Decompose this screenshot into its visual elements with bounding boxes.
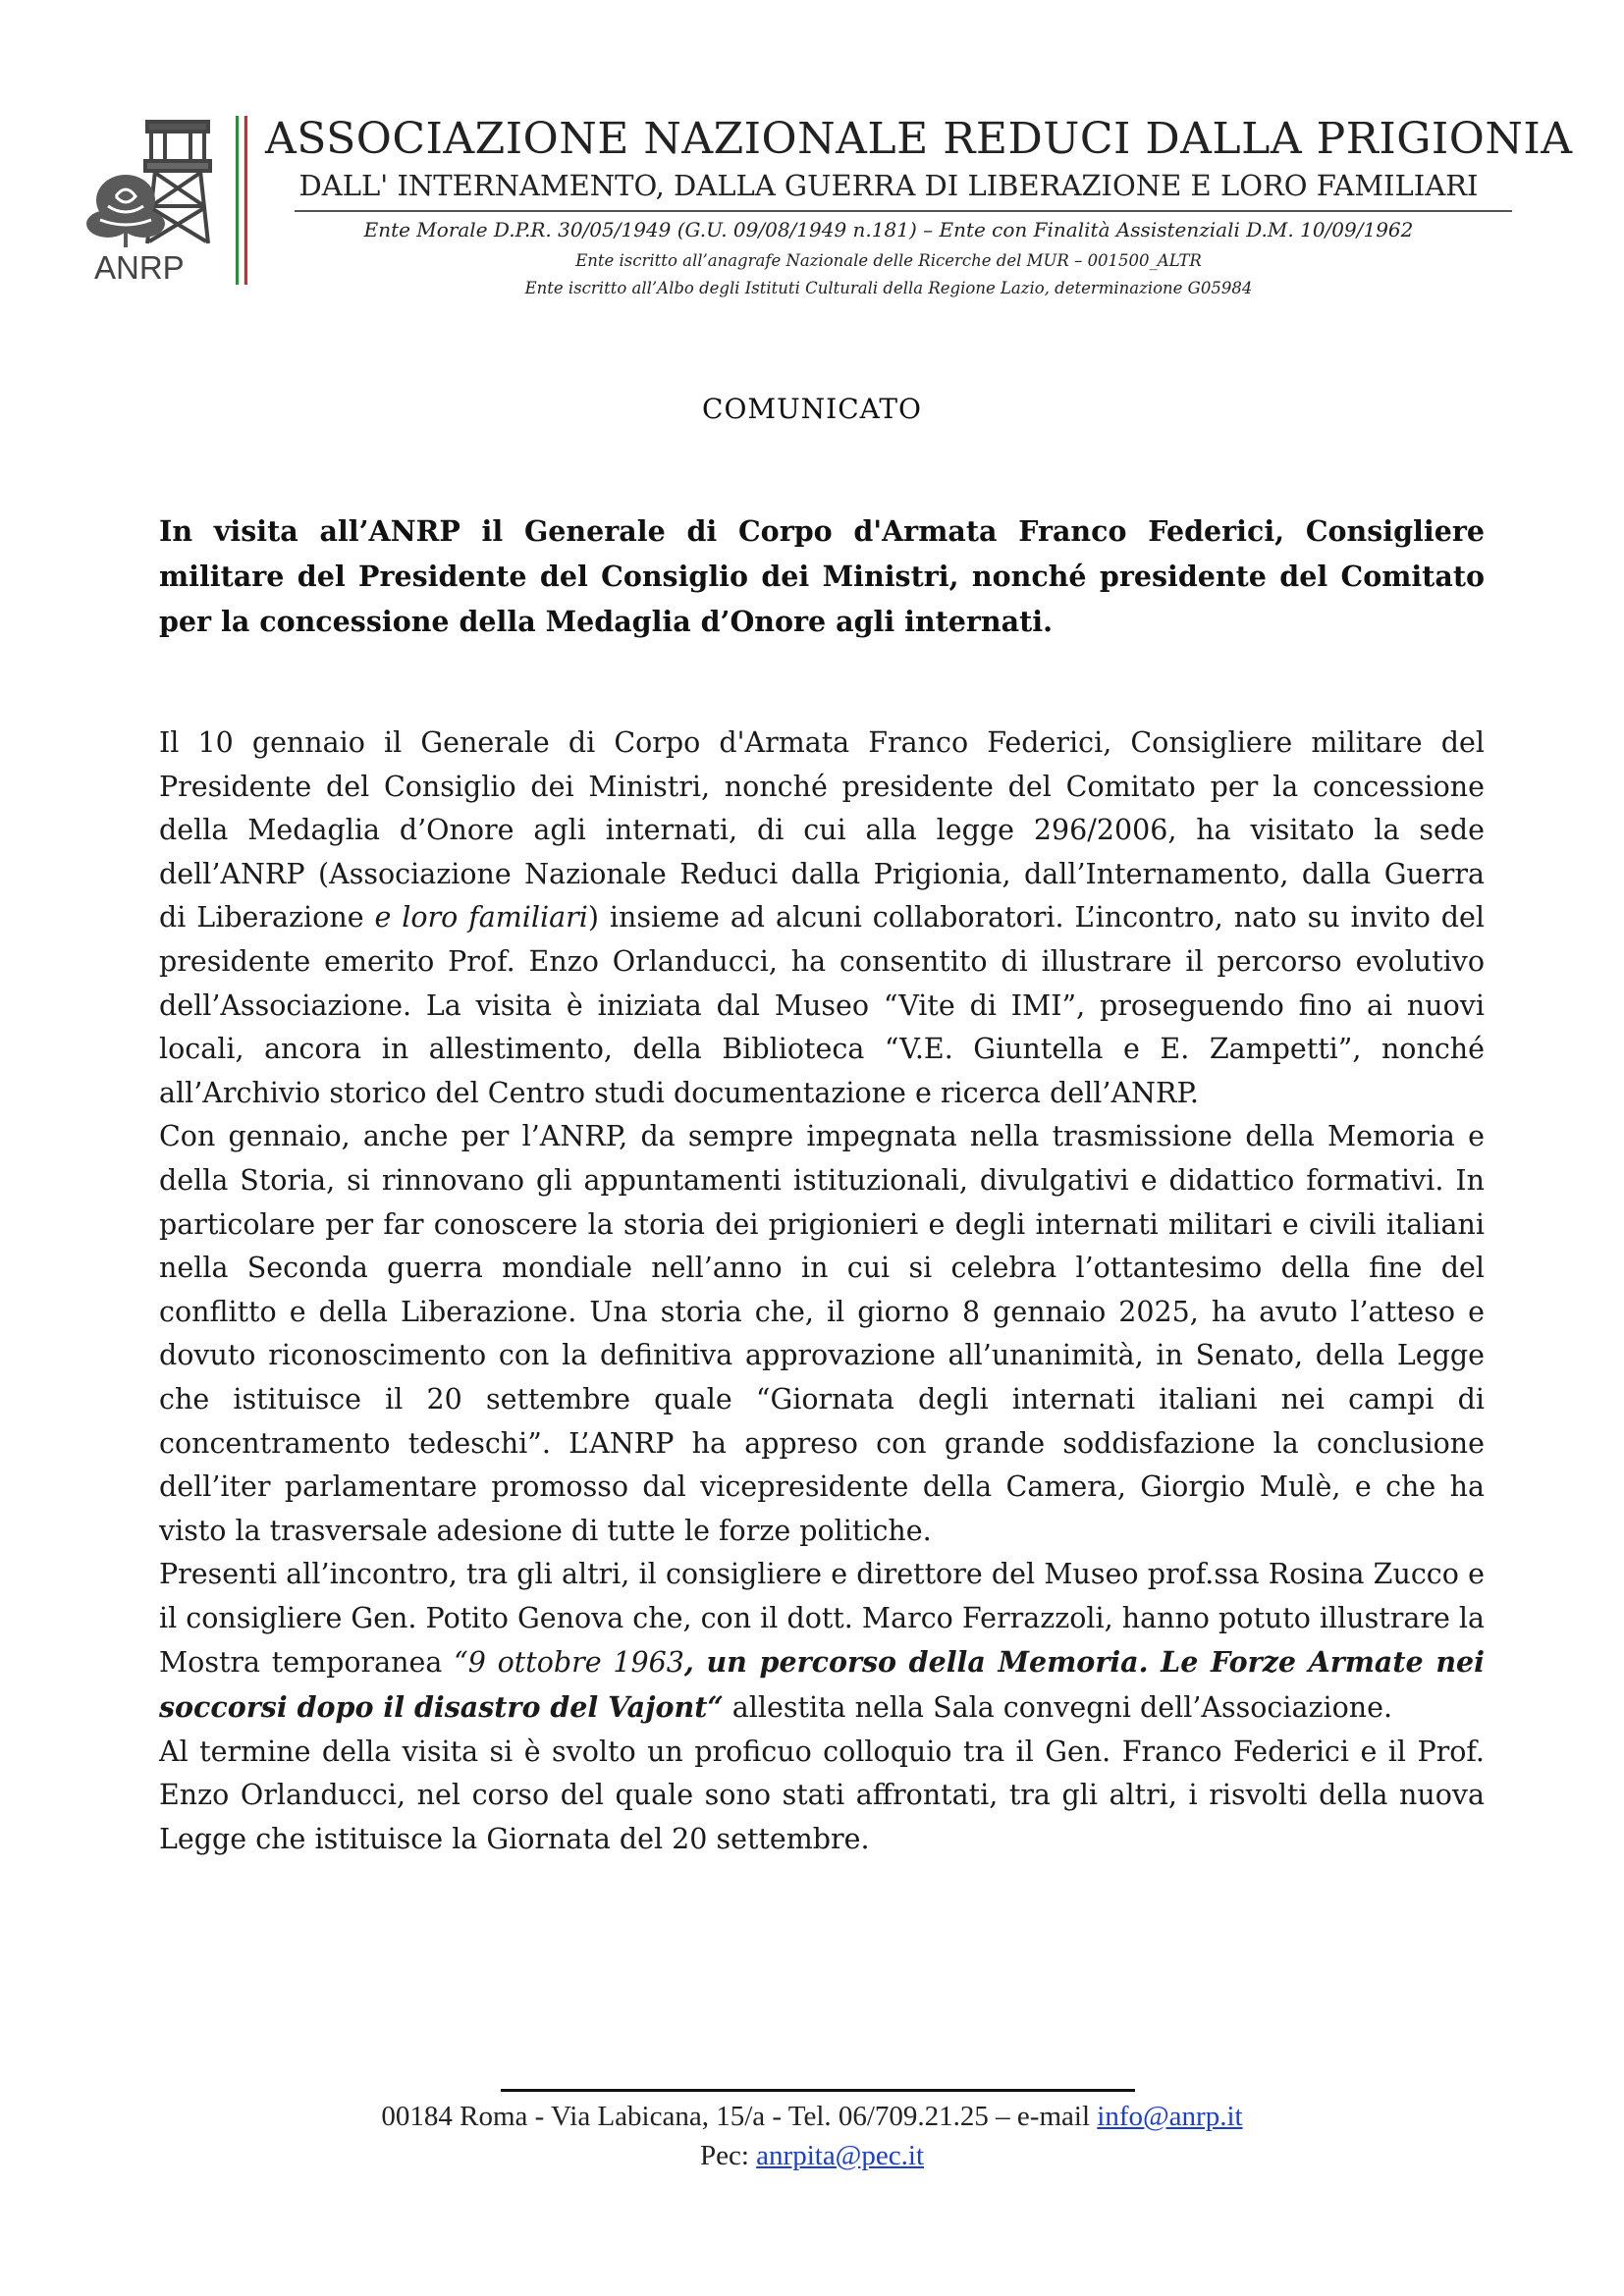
pec-link[interactable]: anrpita@pec.it (756, 2140, 924, 2171)
organization-subtitle: DALL' INTERNAMENTO, DALLA GUERRA DI LIBERAZIONE E LORO FAMILIARI (298, 169, 1479, 202)
footer-divider (501, 2089, 1135, 2092)
lead-paragraph: In visita all’ANRP il Generale di Corpo d'Armata Franco Federici, Consigliere militare del Presidente del Consiglio dei Ministri, nonché presidente del Comitato per la concessione della Medaglia d’Onore agli internati. (159, 514, 1485, 638)
registry-line-2: Ente iscritto all’Albo degli Istituti Culturali della Regione Lazio, determinazione G05984 (524, 279, 1253, 297)
pec-label: Pec: (699, 2140, 757, 2171)
anrp-logo (86, 118, 234, 285)
paragraph-2: Con gennaio, anche per l’ANRP, da sempre impegnata nella trasmissione della Memoria e della Storia, si rinnovano gli appuntamenti istituzionali, divulgativi e didattico formativi. In particolare per far conoscere la storia dei prigionieri e degli internati militari e civili italiani nella Seconda guerra mondiale nell’anno in cui si celebra l’ottantesimo della fine del conflitto e della Liberazione. Una storia che, il giorno 8 gennaio 2025, ha avuto l’atteso e dovuto riconoscimento con la definitiva approvazione all’unanimità, in Senato, della Legge che istituisce il 20 settembre quale “Giornata degli internati italiani nei campi di concentramento tedeschi”. L’ANRP ha appreso con grande soddisfazione la conclusione dell’iter parlamentare promosso dal vicepresidente della Camera, Giorgio Mulè, e che ha visto la trasversale adesione di tutte le forze politiche. (159, 1120, 1485, 1547)
header-divider (295, 210, 1512, 212)
logo-text: ANRP (94, 249, 185, 285)
tricolor-red (244, 116, 247, 285)
paragraph-3-part-b: allestita nella Sala convegni dell’Associazione. (723, 1691, 1393, 1725)
paragraph-1-italic: e loro familiari (374, 901, 588, 934)
footer-pec (0, 2140, 1624, 2172)
document-body (159, 721, 1485, 1861)
footer-address: 00184 Roma - Via Labicana, 15/a - Tel. 06/709.21.25 – e-mail (381, 2101, 1098, 2132)
email-link[interactable]: info@anrp.it (1097, 2101, 1243, 2132)
paragraph-3 (159, 1553, 1485, 1730)
paragraph-1-part-b: ) insieme ad alcuni collaboratori. L’incontro, nato su invito del presidente emerito Prof. Enzo Orlanducci, ha consentito di illustrare il percorso evolutivo dell’Associazione. La visita è iniziata dal Museo “Vite di IMI”, proseguendo fino ai nuovi locali, ancora in allestimento, della Biblioteca “V.E. Giuntella e E. Zampetti”, nonché all’Archivio storico del Centro studi documentazione e ricerca dell’ANRP. (159, 901, 1485, 1109)
exhibition-date: “9 ottobre 1963 (454, 1646, 684, 1680)
rose-watchtower-logo-icon (86, 118, 234, 285)
exhibition-title: , un percorso della Memoria. Le Forze Armate nei soccorsi dopo il disastro del Vajont“ (159, 1645, 1485, 1725)
registry-line-1: Ente iscritto all’anagrafe Nazionale delle Ricerche del MUR – 001500_ALTR (575, 251, 1202, 270)
document-title: COMUNICATO (702, 393, 922, 425)
organization-name: ASSOCIAZIONE NAZIONALE REDUCI DALLA PRIGIONIA (265, 114, 1573, 164)
paragraph-4: Al termine della visita si è svolto un proficuo colloquio tra il Gen. Franco Federici e il Prof. Enzo Orlanducci, nel corso del quale sono stati affrontati, tra gli altri, i risvolti della nuova Legge che istituisce la Giornata del 20 settembre. (159, 1735, 1485, 1855)
footer-contact (0, 2101, 1624, 2133)
paragraph-1-part-a: Il 10 gennaio il Generale di Corpo d'Armata Franco Federici, Consigliere militare del Presidente del Consiglio dei Ministri, nonché presidente del Comitato per la concessione della Medaglia d’Onore agli internati, di cui alla legge 296/2006, ha visitato la sede dell’ANRP (Associazione Nazionale Reduci dalla Prigionia, dall’Internamento, dalla Guerra di Liberazione (159, 726, 1485, 934)
italian-tricolor-stripe (236, 116, 247, 285)
paragraph-1 (159, 721, 1485, 1115)
paragraph-3-part-a: Presenti all’incontro, tra gli altri, il consigliere e direttore del Museo prof.ssa Rosina Zucco e il consigliere Gen. Potito Genova che, con il dott. Marco Ferrazzoli, hanno potuto illustrare la Mostra temporanea (159, 1558, 1485, 1680)
legal-status-line: Ente Morale D.P.R. 30/05/1949 (G.U. 09/08/1949 n.181) – Ente con Finalità Assistenziali D.M. 10/09/1962 (363, 218, 1414, 241)
